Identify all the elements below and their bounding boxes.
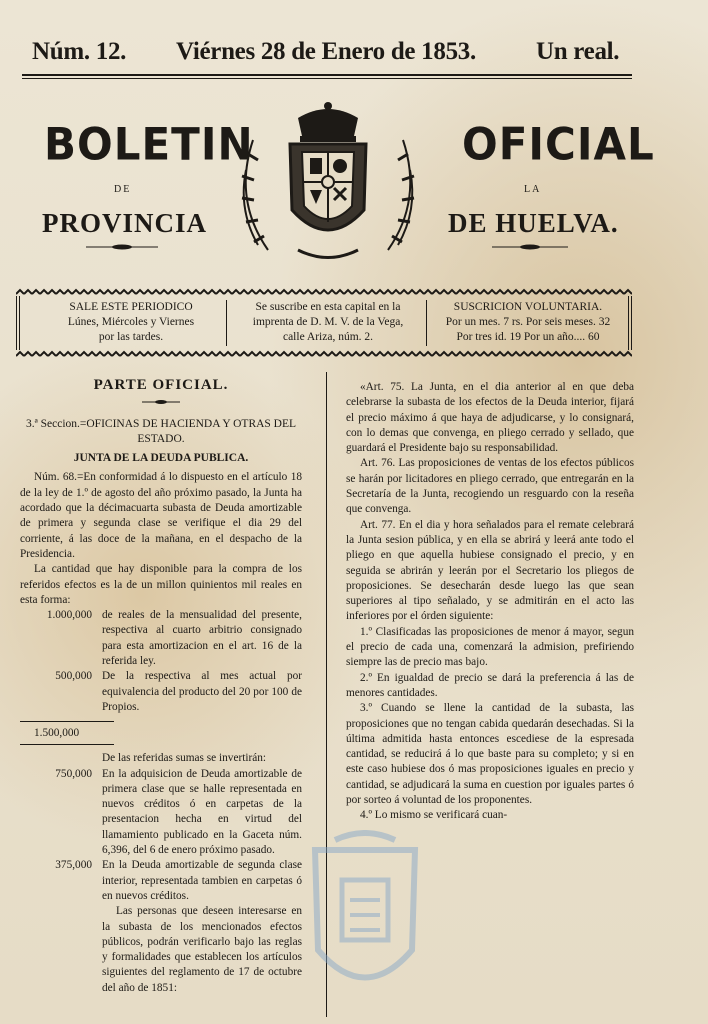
masthead-rule-top (22, 74, 632, 76)
info-voluntary-title: SUSCRICION VOLUNTARIA. (453, 301, 603, 313)
amount-row (20, 904, 302, 996)
flourish-left (86, 244, 158, 250)
info-voluntary (428, 300, 628, 345)
article-76: Art. 76. Las proposiciones de ventas de los efectos públicos se harán por licitadores en pliego cerrado, que entregarán en la Secretaría de la Junta, recogiendo un resguardo con la reseña que convenga. (346, 457, 634, 516)
info-voluntary-line: Por tres id. 19 Por un año.... 60 (456, 331, 600, 343)
article-77: Art. 77. En el dia y hora señalados para el remate celebrará la Junta sesion pública, y en ella se abrirá y leerá ante todo el pliego en que aquella hubiese consignado el precio, y en seguida se abrirán y leerán por el Secretario los pliegos de proposiciones. Se desecharán desde luego las que sean superiores al tipo señalado, y se admitirán en el acto las inferiores por el órden siguiente: (346, 518, 634, 623)
issue-date: Viérnes 28 de Enero de 1853. (176, 38, 476, 65)
masthead-rule-bottom (22, 78, 632, 79)
paragraph: Núm. 68.=En conformidad á lo dispuesto en el artículo 18 de la ley de 1.º de agosto del año próximo pasado, la Junta ha acordado que la décimacuarta subasta de Deuda amortizable de primera y segunda clase se verifique el dia 29 del corriente, á las doce de la mañana, en el despacho de la Presidencia. (20, 471, 302, 560)
junta-heading: JUNTA DE LA DEUDA PUBLICA. (73, 452, 249, 465)
title-boletin: BOLETIN (44, 118, 254, 171)
amount-row (20, 608, 302, 669)
article-75: «Art. 75. La Junta, en el dia anterior al en que deba celebrarse la subasta de los efectos de la Deuda interior, fijará el precio máximo á que haya de adjudicarse, y lo consignará, con lo demas que convenga, en pliego cerrado y sellado, que guardará el Presidente bajo su responsabilidad. (346, 381, 634, 455)
info-box (16, 288, 632, 358)
rule-3: 3.º Cuando se llene la cantidad de la subasta, las proposiciones que no tengan cabida quedarán desechadas. Si la última admitida hasta entonces escediese de la espresada cantidad, se reducirá á lo que baste para su completo; y si en este caso hubiese dos ó mas proposiciones iguales en precio y cantidad, se adjudicará la suma en cuestion por iguales partes ó por sorteo á voluntad de los proponentes. (346, 702, 634, 807)
title-de-huelva: DE HUELVA. (448, 208, 619, 238)
amount-row (20, 751, 302, 766)
rule-2: 2.º En igualdad de precio se dará la preferencia á las de menores cantidades. (346, 671, 634, 699)
amount-row (20, 767, 302, 859)
info-separator (426, 300, 427, 346)
invest-intro: De las referidas sumas se invertirán: (102, 752, 267, 765)
section-heading-parte-oficial: PARTE OFICIAL. (93, 377, 229, 393)
info-border-right (628, 296, 632, 350)
info-sale-line: por las tardes. (98, 331, 164, 343)
right-column (346, 380, 634, 824)
info-subscribe-line: calle Ariza, núm. 2. (282, 331, 374, 343)
info-border-bottom (16, 350, 632, 358)
amount-value: 375,000 (55, 859, 92, 872)
left-column (20, 370, 302, 996)
masthead (28, 38, 638, 70)
section-subheading (20, 417, 302, 448)
amount-value: 500,000 (55, 670, 92, 683)
library-stamp-icon (300, 830, 430, 1010)
amount-value: 750,000 (55, 767, 92, 780)
paragraph: La cantidad que hay disponible para la compra de los referidos efectos es la de un millon quinientos mil reales en esta forma: (20, 563, 302, 606)
issue-price: Un real. (536, 38, 620, 65)
title-provincia: PROVINCIA (42, 208, 208, 238)
info-border-top (16, 288, 632, 296)
info-subscribe-line: Se suscribe en esta capital en la (255, 301, 401, 313)
title-oficial: OFICIAL (462, 118, 655, 171)
amount-total: 1.500,000 (20, 721, 114, 745)
info-subscribe-line: imprenta de D. M. V. de la Vega, (252, 316, 404, 328)
paragraph: Las personas que deseen interesarse en la subasta de los mencionados efectos públicos, podrán verificarlo bajo las reglas y formalidades que establecen los artículos siguientes del reglamento de 17 de octubre del año de 1851: (102, 905, 302, 994)
amount-value: 1.000,000 (46, 609, 92, 622)
info-sale-line: Lúnes, Miércoles y Viernes (67, 316, 195, 328)
title-la: LA (524, 184, 542, 195)
info-subscribe (230, 300, 426, 345)
amount-text: De la respectiva al mes actual por equivalencia del producto del 20 por 100 de Propios. (102, 670, 302, 713)
amount-text: En la adquisicion de Deuda amortizable de primera clase que se halle representada en nuevos créditos ó en carpetas de la presentacion hecha en virtud del llamamiento publicado en la Gaceta núm. 6,396, del 6 de enero próximo pasado. (102, 767, 302, 857)
rule-1: 1.º Clasificadas las proposiciones de menor á mayor, segun el precio de cada una, comenzará la admision, prefiriendo siempre las de precio mas bajo. (346, 625, 634, 669)
section-number: 3.ª Seccion. (25, 417, 80, 430)
issue-number: Núm. 12. (32, 38, 127, 65)
info-border-left (16, 296, 20, 350)
section-title: =OFICINAS DE HACIENDA Y OTRAS DEL ESTADO. (79, 417, 297, 445)
info-sale-line: SALE ESTE PERIODICO (69, 301, 193, 313)
ornament-divider (20, 397, 302, 407)
amount-row (20, 669, 302, 715)
rule-4: 4.º Lo mismo se verificará cuan- (360, 809, 508, 822)
title-de: DE (114, 184, 132, 195)
amount-row (20, 858, 302, 904)
flourish-right (492, 244, 568, 250)
info-sale (36, 300, 226, 345)
info-voluntary-line: Por un mes. 7 rs. Por seis meses. 32 (445, 316, 611, 328)
coat-of-arms-icon (228, 100, 428, 270)
info-separator (226, 300, 227, 346)
amount-text: de reales de la mensualidad del presente, respectiva al cuarto arbitrio consignado para esta amortizacion en el art. 16 de la referida ley. (102, 609, 302, 668)
amount-text: En la Deuda amortizable de segunda clase interior, representada tambien en carpetas ó en nuevos créditos. (102, 859, 302, 902)
